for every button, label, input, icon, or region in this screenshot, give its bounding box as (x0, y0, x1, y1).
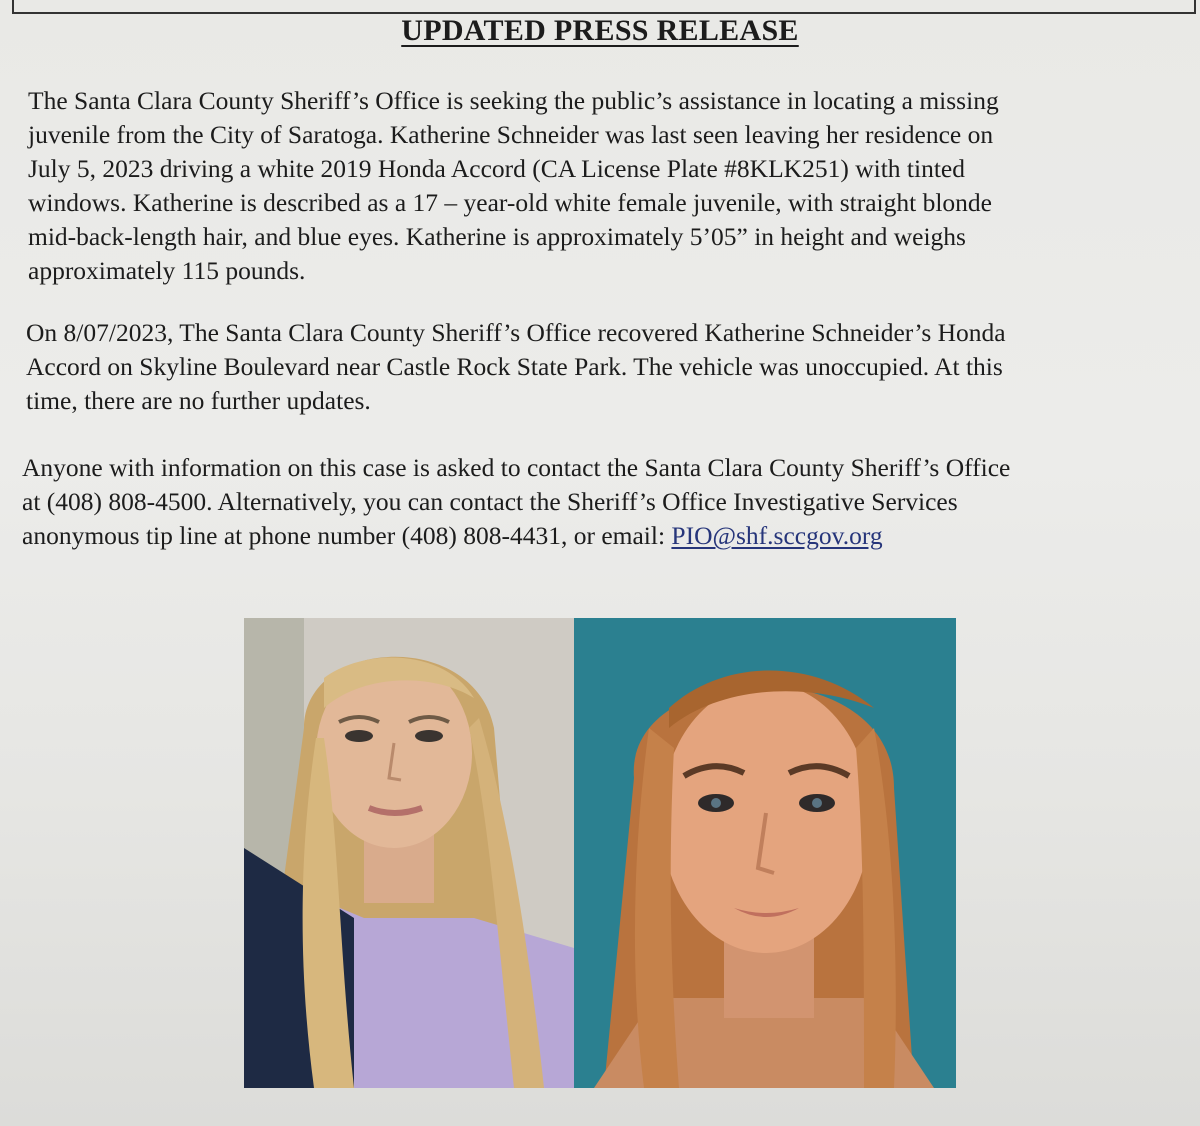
text-line: time, there are no further updates. (26, 386, 371, 415)
text-line-with-email (22, 519, 1010, 553)
text-line: at (408) 808-4500. Alternatively, you can contact the Sheriff’s Office Investigative Services (22, 487, 958, 516)
text-line: On 8/07/2023, The Santa Clara County Sheriff’s Office recovered Katherine Schneider’s Honda (26, 318, 1006, 347)
text-line: juvenile from the City of Saratoga. Katherine Schneider was last seen leaving her residence on (28, 120, 994, 149)
text-line: approximately 115 pounds. (28, 256, 306, 285)
text-line: mid-back-length hair, and blue eyes. Katherine is approximately 5’05” in height and weighs (28, 222, 966, 251)
text-line: Accord on Skyline Boulevard near Castle Rock State Park. The vehicle was unoccupied. At this (26, 352, 1003, 381)
portrait-illustration-right (574, 618, 956, 1088)
update-paragraph (26, 316, 1006, 418)
portrait-illustration-left (244, 618, 574, 1088)
portrait-photo-right (574, 618, 956, 1088)
text-line: The Santa Clara County Sheriff’s Office is seeking the public’s assistance in locating a missing (28, 86, 999, 115)
photo-pair (244, 618, 956, 1088)
email-link[interactable]: PIO@shf.sccgov.org (671, 521, 883, 550)
text-line: windows. Katherine is described as a 17 – year-old white female juvenile, with straight blonde (28, 188, 992, 217)
contact-paragraph (22, 451, 1010, 553)
text-line: anonymous tip line at phone number (408) 808-4431, or email: (22, 521, 672, 550)
page-title (0, 14, 1200, 48)
title-text: UPDATED PRESS RELEASE (401, 14, 799, 47)
page-border (12, 0, 1196, 14)
text-line: July 5, 2023 driving a white 2019 Honda Accord (CA License Plate #8KLK251) with tinted (28, 154, 965, 183)
portrait-photo-left (244, 618, 574, 1088)
description-paragraph (28, 84, 999, 288)
text-line: Anyone with information on this case is asked to contact the Santa Clara County Sheriff’s Office (22, 453, 1011, 482)
